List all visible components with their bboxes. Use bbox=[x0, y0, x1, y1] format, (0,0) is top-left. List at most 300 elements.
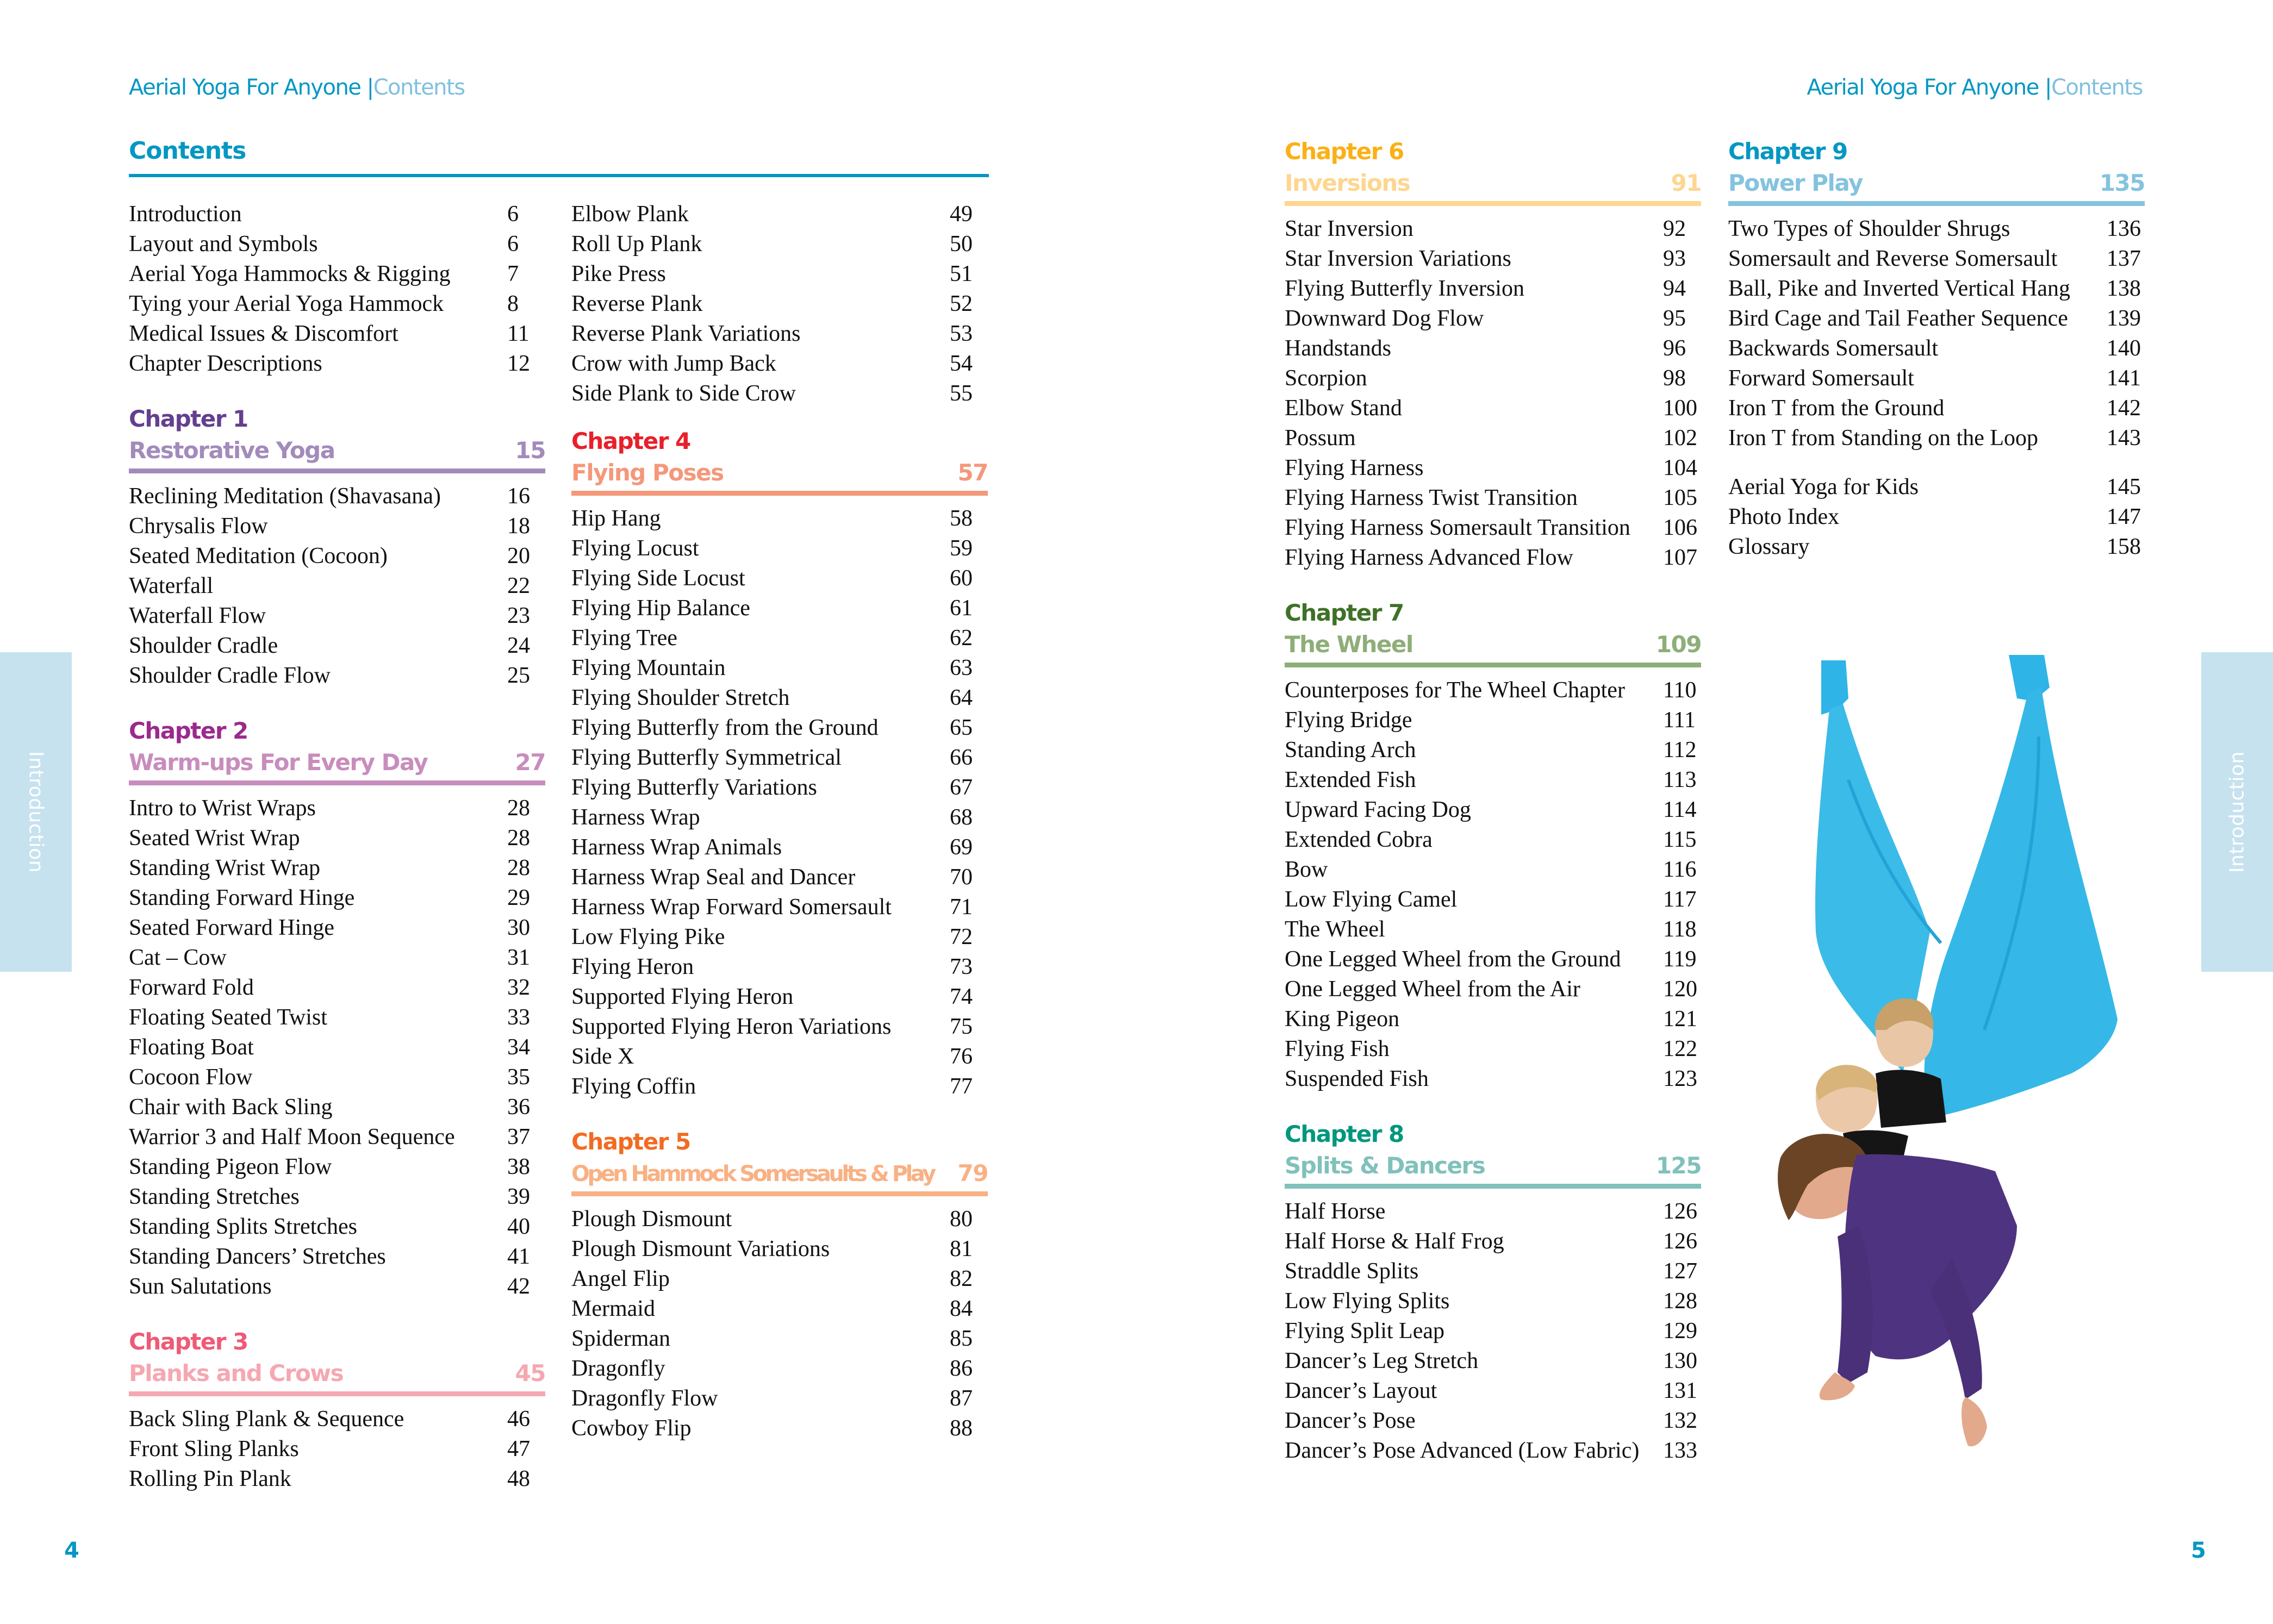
chapter-heading[interactable] bbox=[1285, 597, 1701, 667]
entry-page: 120 bbox=[1663, 977, 1697, 1002]
entry-title: Flying Harness Somersault Transition bbox=[1285, 515, 1630, 540]
entry-page: 34 bbox=[507, 1035, 530, 1060]
entry-page: 60 bbox=[950, 566, 973, 591]
entry-title: Low Flying Pike bbox=[571, 925, 725, 950]
toc-entry[interactable] bbox=[1285, 767, 1701, 797]
entry-title: Sun Salutations bbox=[129, 1274, 272, 1299]
chapter-label: Chapter 5 bbox=[571, 1128, 690, 1155]
toc-entry[interactable] bbox=[1285, 425, 1701, 455]
chapter-title-row bbox=[1728, 167, 2145, 199]
entry-title: Standing Wrist Wrap bbox=[129, 855, 321, 880]
chapter-start-page: 135 bbox=[2099, 170, 2145, 196]
entry-page: 115 bbox=[1663, 827, 1697, 852]
entry-page: 39 bbox=[507, 1184, 530, 1209]
entry-title: Ball, Pike and Inverted Vertical Hang bbox=[1728, 276, 2071, 301]
entry-title: Waterfall bbox=[129, 573, 214, 598]
chapter-rule bbox=[571, 1191, 988, 1196]
toc-entry[interactable] bbox=[1285, 1228, 1701, 1258]
toc-entry[interactable] bbox=[129, 1064, 545, 1094]
entry-page: 136 bbox=[2107, 216, 2141, 241]
entry-title: The Wheel bbox=[1285, 917, 1385, 942]
toc-entry[interactable] bbox=[1285, 737, 1701, 767]
toc-entry[interactable] bbox=[129, 1214, 545, 1244]
entry-title: Standing Dancers’ Stretches bbox=[129, 1244, 386, 1269]
toc-entry[interactable] bbox=[1285, 976, 1701, 1006]
entry-page: 106 bbox=[1663, 515, 1697, 540]
entry-title: Star Inversion bbox=[1285, 216, 1413, 241]
entry-page: 86 bbox=[950, 1356, 973, 1381]
toc-entry[interactable] bbox=[129, 483, 545, 513]
toc-entry[interactable] bbox=[571, 924, 988, 954]
toc-entry[interactable] bbox=[129, 1124, 545, 1154]
chapter-label: Chapter 3 bbox=[129, 1328, 248, 1355]
entry-title: Roll Up Plank bbox=[571, 232, 702, 257]
chapter-heading[interactable] bbox=[1728, 136, 2145, 206]
entry-title: Counterposes for The Wheel Chapter bbox=[1285, 678, 1625, 703]
toc-entry[interactable] bbox=[571, 774, 988, 804]
entry-title: Dancer’s Leg Stretch bbox=[1285, 1348, 1479, 1373]
toc-entry[interactable] bbox=[129, 543, 545, 573]
entry-title: Backwards Somersault bbox=[1728, 336, 1939, 361]
entry-title: Suspended Fish bbox=[1285, 1066, 1429, 1091]
chapter-title-row bbox=[571, 1158, 988, 1189]
toc-entry[interactable] bbox=[1728, 395, 2145, 425]
entry-title: Forward Fold bbox=[129, 975, 254, 1000]
entry-page: 74 bbox=[950, 984, 973, 1009]
toc-entry[interactable] bbox=[1285, 1348, 1701, 1378]
entry-title: Two Types of Shoulder Shrugs bbox=[1728, 216, 2010, 241]
toc-entry[interactable] bbox=[1285, 395, 1701, 425]
entry-title: Flying Locust bbox=[571, 536, 699, 561]
chapter-title-row bbox=[1285, 629, 1701, 660]
entry-page: 131 bbox=[1663, 1378, 1697, 1403]
entry-page: 28 bbox=[507, 826, 530, 851]
toc-entry[interactable] bbox=[1285, 515, 1701, 545]
chapter-4-section bbox=[571, 426, 988, 1103]
chapter-heading[interactable] bbox=[129, 403, 545, 473]
toc-entry[interactable] bbox=[129, 573, 545, 603]
entry-title: Waterfall Flow bbox=[129, 603, 266, 628]
toc-entry[interactable] bbox=[571, 954, 988, 984]
entry-title: Intro to Wrist Wraps bbox=[129, 796, 316, 821]
entry-page: 80 bbox=[950, 1207, 973, 1232]
toc-entry[interactable] bbox=[129, 1406, 545, 1436]
entry-title: Handstands bbox=[1285, 336, 1391, 361]
chapter-title-row bbox=[129, 747, 545, 778]
toc-entry[interactable] bbox=[1728, 216, 2145, 246]
entry-page: 55 bbox=[950, 381, 973, 406]
entry-page: 142 bbox=[2107, 396, 2141, 421]
toc-entry[interactable] bbox=[1285, 1198, 1701, 1228]
toc-column-4 bbox=[1728, 136, 2145, 564]
toc-entry[interactable] bbox=[571, 1014, 988, 1044]
toc-entry[interactable] bbox=[129, 885, 545, 915]
entry-title: Reverse Plank Variations bbox=[571, 321, 801, 346]
entry-title: Iron T from the Ground bbox=[1728, 396, 1945, 421]
chapter-3-section bbox=[129, 1326, 545, 1496]
toc-entry[interactable] bbox=[1728, 305, 2145, 335]
entry-page: 85 bbox=[950, 1326, 973, 1351]
chapter-heading[interactable] bbox=[129, 1326, 545, 1396]
page-number-right: 5 bbox=[2191, 1538, 2206, 1563]
toc-entry[interactable] bbox=[571, 351, 988, 380]
chapter-title-row bbox=[571, 457, 988, 489]
entry-title: Flying Fish bbox=[1285, 1036, 1390, 1061]
toc-entry[interactable] bbox=[571, 1266, 988, 1296]
chapter-title: Power Play bbox=[1728, 170, 1863, 196]
entry-title: Cowboy Flip bbox=[571, 1416, 692, 1441]
toc-entry[interactable] bbox=[129, 663, 545, 692]
toc-entry[interactable] bbox=[1728, 276, 2145, 305]
entry-page: 98 bbox=[1663, 366, 1686, 391]
entry-page: 95 bbox=[1663, 306, 1686, 331]
entry-page: 47 bbox=[507, 1436, 530, 1461]
entry-page: 67 bbox=[950, 775, 973, 800]
toc-entry[interactable] bbox=[1285, 305, 1701, 335]
toc-entry[interactable] bbox=[571, 1073, 988, 1103]
toc-entry[interactable] bbox=[571, 261, 988, 291]
entry-title: Supported Flying Heron bbox=[571, 984, 794, 1009]
toc-entry[interactable] bbox=[129, 513, 545, 543]
entry-title: Flying Tree bbox=[571, 626, 677, 651]
entry-title: Bird Cage and Tail Feather Sequence bbox=[1728, 306, 2068, 331]
entry-page: 33 bbox=[507, 1005, 530, 1030]
entry-page: 84 bbox=[950, 1296, 973, 1321]
toc-entry[interactable] bbox=[1285, 857, 1701, 886]
toc-entry[interactable] bbox=[1285, 1378, 1701, 1408]
entry-title: Flying Side Locust bbox=[571, 566, 745, 591]
toc-entry[interactable] bbox=[1285, 677, 1701, 707]
toc-entry[interactable]: Aerial Yoga for Kids 145 bbox=[1728, 474, 2141, 499]
running-header-left bbox=[129, 75, 465, 100]
chapter-6-section bbox=[1285, 136, 1701, 574]
chapter-title: Planks and Crows bbox=[129, 1360, 344, 1386]
chapter-start-page: 91 bbox=[1671, 170, 1701, 196]
toc-entry[interactable] bbox=[1285, 1318, 1701, 1348]
toc-entry[interactable] bbox=[129, 1466, 545, 1496]
chapter-title: Flying Poses bbox=[571, 459, 724, 486]
toc-entry[interactable]: Introduction 6 bbox=[129, 202, 519, 227]
entry-title: Flying Harness Twist Transition bbox=[1285, 485, 1578, 510]
entry-title: Floating Boat bbox=[129, 1035, 254, 1060]
entry-title: Dragonfly Flow bbox=[571, 1386, 718, 1411]
chapter-title: Warm-ups For Every Day bbox=[129, 749, 428, 776]
entry-title: Scorpion bbox=[1285, 366, 1367, 391]
toc-entry[interactable] bbox=[571, 1415, 988, 1445]
toc-entry[interactable] bbox=[129, 975, 545, 1004]
toc-entry[interactable] bbox=[129, 795, 545, 825]
toc-entry[interactable]: Tying your Aerial Yoga Hammock 8 bbox=[129, 291, 519, 316]
entry-title: Iron T from Standing on the Loop bbox=[1728, 426, 2039, 451]
entry-title: Flying Hip Balance bbox=[571, 596, 750, 621]
entry-page: 38 bbox=[507, 1154, 530, 1179]
entry-title: Mermaid bbox=[571, 1296, 655, 1321]
toc-entry[interactable] bbox=[1285, 1066, 1701, 1096]
entry-page: 137 bbox=[2107, 246, 2141, 271]
entry-page: 46 bbox=[507, 1407, 530, 1432]
chapter-start-page: 27 bbox=[515, 749, 545, 776]
adult-figure bbox=[1778, 1134, 2017, 1446]
toc-entry[interactable] bbox=[129, 825, 545, 855]
chapter-heading[interactable] bbox=[571, 1126, 988, 1196]
entry-title: Elbow Plank bbox=[571, 202, 689, 227]
hammock-fabric bbox=[1815, 655, 2118, 1117]
entry-page: 126 bbox=[1663, 1199, 1697, 1224]
chapter-label: Chapter 2 bbox=[129, 717, 248, 744]
entry-page: 139 bbox=[2107, 306, 2141, 331]
toc-entry[interactable] bbox=[129, 855, 545, 885]
toc-entry[interactable] bbox=[1728, 246, 2145, 276]
entry-title: Chrysalis Flow bbox=[129, 514, 268, 539]
entry-title: Standing Forward Hinge bbox=[129, 885, 355, 910]
toc-entry[interactable] bbox=[1285, 946, 1701, 976]
running-header-right bbox=[1807, 75, 2143, 100]
entry-page: 130 bbox=[1663, 1348, 1697, 1373]
chapter-label: Chapter 4 bbox=[571, 428, 690, 454]
entry-title: Shoulder Cradle bbox=[129, 633, 278, 658]
entry-page: 72 bbox=[950, 925, 973, 950]
entry-page: 93 bbox=[1663, 246, 1686, 271]
book-title: Aerial Yoga For Anyone bbox=[1807, 75, 2039, 100]
toc-entry[interactable] bbox=[1285, 276, 1701, 305]
toc-entry[interactable] bbox=[1285, 1036, 1701, 1066]
entry-title: Upward Facing Dog bbox=[1285, 797, 1471, 822]
chapter-5-section bbox=[571, 1126, 988, 1445]
toc-entry[interactable] bbox=[129, 633, 545, 663]
toc-entry[interactable] bbox=[1285, 335, 1701, 365]
entry-title: Plough Dismount bbox=[571, 1207, 732, 1232]
entry-title: Flying Bridge bbox=[1285, 708, 1412, 733]
entry-page: 24 bbox=[507, 633, 530, 658]
toc-entry[interactable] bbox=[571, 1326, 988, 1356]
toc-entry[interactable] bbox=[129, 1094, 545, 1124]
entry-title: Dancer’s Pose Advanced (Low Fabric) bbox=[1285, 1438, 1640, 1463]
toc-entry[interactable] bbox=[571, 894, 988, 924]
entry-title: Flying Butterfly Variations bbox=[571, 775, 817, 800]
chapter-heading[interactable] bbox=[571, 426, 988, 496]
toc-entry[interactable] bbox=[1285, 916, 1701, 946]
toc-entry[interactable] bbox=[571, 595, 988, 625]
entry-title: Harness Wrap Seal and Dancer bbox=[571, 865, 856, 890]
chapter-rule bbox=[1285, 1184, 1701, 1189]
entry-title: Supported Flying Heron Variations bbox=[571, 1014, 892, 1039]
toc-entry[interactable] bbox=[1285, 246, 1701, 276]
entry-page: 82 bbox=[950, 1266, 973, 1291]
toc-entry[interactable] bbox=[129, 1184, 545, 1214]
toc-entry[interactable] bbox=[129, 603, 545, 633]
chapter-rule bbox=[1285, 201, 1701, 206]
entry-page: 51 bbox=[950, 261, 973, 286]
toc-entry[interactable] bbox=[129, 1273, 545, 1303]
entry-page: 64 bbox=[950, 685, 973, 710]
chapter-8-section bbox=[1285, 1119, 1701, 1467]
back-matter-section bbox=[1728, 474, 2145, 564]
toc-entry[interactable] bbox=[129, 1244, 545, 1273]
chapter-heading[interactable] bbox=[1285, 136, 1701, 206]
toc-entry[interactable] bbox=[571, 231, 988, 261]
toc-entry[interactable] bbox=[571, 1356, 988, 1385]
toc-entry[interactable] bbox=[571, 565, 988, 595]
toc-entry[interactable] bbox=[129, 1004, 545, 1034]
entry-page: 94 bbox=[1663, 276, 1686, 301]
toc-entry[interactable] bbox=[1285, 545, 1701, 574]
toc-entry[interactable] bbox=[571, 535, 988, 565]
entry-title: One Legged Wheel from the Air bbox=[1285, 977, 1580, 1002]
entry-title: King Pigeon bbox=[1285, 1007, 1400, 1032]
toc-entry[interactable] bbox=[129, 1034, 545, 1064]
toc-entry[interactable] bbox=[571, 201, 988, 231]
entry-page: 32 bbox=[507, 975, 530, 1000]
toc-entry[interactable] bbox=[571, 1206, 988, 1236]
toc-entry[interactable] bbox=[571, 864, 988, 894]
toc-entry[interactable] bbox=[129, 1436, 545, 1466]
entry-page: 76 bbox=[950, 1044, 973, 1069]
toc-entry[interactable] bbox=[571, 505, 988, 535]
chapter-title: Inversions bbox=[1285, 170, 1410, 196]
chapter-title-row bbox=[1285, 1150, 1701, 1182]
entry-page: 87 bbox=[950, 1386, 973, 1411]
toc-entry[interactable] bbox=[129, 915, 545, 945]
toc-entry[interactable] bbox=[571, 380, 988, 410]
entry-title: Warrior 3 and Half Moon Sequence bbox=[129, 1125, 455, 1150]
contents-rule bbox=[129, 174, 989, 177]
toc-entry[interactable] bbox=[571, 984, 988, 1014]
entry-title: Shoulder Cradle Flow bbox=[129, 663, 331, 688]
toc-entry[interactable] bbox=[1285, 1438, 1701, 1467]
entry-title: Hip Hang bbox=[571, 506, 661, 531]
chapter-title-row bbox=[1285, 167, 1701, 199]
toc-entry[interactable] bbox=[571, 625, 988, 655]
chapter-start-page: 79 bbox=[957, 1160, 988, 1186]
toc-entry[interactable] bbox=[129, 1154, 545, 1184]
toc-entry[interactable]: Chapter Descriptions 12 bbox=[129, 351, 530, 376]
section-tab-right[interactable] bbox=[2201, 652, 2273, 972]
entry-title: Dancer’s Layout bbox=[1285, 1378, 1437, 1403]
entry-title: Floating Seated Twist bbox=[129, 1005, 327, 1030]
toc-entry[interactable] bbox=[1285, 797, 1701, 827]
toc-entry[interactable] bbox=[571, 655, 988, 685]
entry-title: Flying Shoulder Stretch bbox=[571, 685, 790, 710]
toc-entry[interactable] bbox=[1285, 827, 1701, 857]
toc-entry[interactable] bbox=[571, 1044, 988, 1073]
toc-entry[interactable] bbox=[571, 745, 988, 774]
entry-title: Flying Split Leap bbox=[1285, 1319, 1444, 1344]
entry-page: 63 bbox=[950, 655, 973, 680]
toc-entry[interactable] bbox=[1285, 455, 1701, 485]
toc-entry[interactable] bbox=[1285, 485, 1701, 515]
intro-section bbox=[129, 201, 545, 380]
chapter-heading[interactable] bbox=[1285, 1119, 1701, 1189]
chapter-rule bbox=[129, 1391, 545, 1396]
toc-entry[interactable] bbox=[571, 1236, 988, 1266]
toc-entry[interactable] bbox=[1285, 365, 1701, 395]
entry-title: Low Flying Camel bbox=[1285, 887, 1458, 912]
toc-column-3 bbox=[1285, 136, 1701, 1467]
entry-title: Plough Dismount Variations bbox=[571, 1236, 830, 1261]
entry-page: 114 bbox=[1663, 797, 1697, 822]
toc-entry[interactable]: Glossary 158 bbox=[1728, 534, 2141, 559]
entry-page: 30 bbox=[507, 915, 530, 940]
toc-entry[interactable] bbox=[1285, 1006, 1701, 1036]
entry-title: Cocoon Flow bbox=[129, 1065, 253, 1090]
entry-page: 113 bbox=[1663, 767, 1697, 792]
toc-entry[interactable] bbox=[571, 1296, 988, 1326]
entry-title: Flying Heron bbox=[571, 954, 694, 979]
entry-page: 123 bbox=[1663, 1066, 1697, 1091]
entry-page: 96 bbox=[1663, 336, 1686, 361]
entry-title: Elbow Stand bbox=[1285, 396, 1402, 421]
toc-entry[interactable] bbox=[1728, 335, 2145, 365]
entry-page: 141 bbox=[2107, 366, 2141, 391]
toc-entry[interactable]: Layout and Symbols 6 bbox=[129, 232, 519, 257]
entry-title: Forward Somersault bbox=[1728, 366, 1914, 391]
toc-entry[interactable] bbox=[1728, 425, 2145, 455]
entry-page: 118 bbox=[1663, 917, 1697, 942]
entry-page: 49 bbox=[950, 202, 973, 227]
chapter-label: Chapter 8 bbox=[1285, 1121, 1404, 1147]
entry-title: Dragonfly bbox=[571, 1356, 665, 1381]
entry-page: 107 bbox=[1663, 545, 1697, 570]
toc-entry[interactable] bbox=[1285, 707, 1701, 737]
entry-page: 122 bbox=[1663, 1036, 1697, 1061]
toc-entry[interactable] bbox=[129, 945, 545, 975]
toc-entry[interactable] bbox=[1285, 886, 1701, 916]
entry-title: Bow bbox=[1285, 857, 1328, 882]
entry-page: 128 bbox=[1663, 1289, 1697, 1314]
entry-page: 121 bbox=[1663, 1007, 1697, 1032]
entry-page: 53 bbox=[950, 321, 973, 346]
chapter-label: Chapter 7 bbox=[1285, 599, 1404, 626]
chapter-rule bbox=[571, 491, 988, 496]
entry-page: 75 bbox=[950, 1014, 973, 1039]
toc-entry[interactable]: Photo Index 147 bbox=[1728, 504, 2141, 529]
toc-entry[interactable] bbox=[571, 804, 988, 834]
section-tab-label: Introduction bbox=[24, 751, 47, 873]
entry-page: 22 bbox=[507, 573, 530, 598]
entry-page: 48 bbox=[507, 1466, 530, 1491]
toc-entry[interactable] bbox=[1285, 1408, 1701, 1438]
entry-page: 92 bbox=[1663, 216, 1686, 241]
entry-title: Standing Arch bbox=[1285, 738, 1416, 763]
chapter-2-section bbox=[129, 715, 545, 1303]
book-title: Aerial Yoga For Anyone bbox=[129, 75, 361, 100]
chapter-heading[interactable] bbox=[129, 715, 545, 785]
toc-entry[interactable] bbox=[1728, 365, 2145, 395]
chapter-rule bbox=[129, 469, 545, 473]
toc-entry[interactable]: Aerial Yoga Hammocks & Rigging 7 bbox=[129, 261, 519, 286]
toc-entry[interactable]: Medical Issues & Discomfort 11 bbox=[129, 321, 530, 346]
entry-page: 59 bbox=[950, 536, 973, 561]
toc-entry[interactable] bbox=[1285, 1288, 1701, 1318]
section-tab-left[interactable] bbox=[0, 652, 72, 972]
toc-entry[interactable] bbox=[571, 321, 988, 351]
chapter-label: Chapter 6 bbox=[1285, 138, 1404, 165]
section-title: Contents bbox=[2051, 75, 2143, 100]
entry-page: 42 bbox=[507, 1274, 530, 1299]
toc-entry[interactable] bbox=[571, 834, 988, 864]
entry-title: Dancer’s Pose bbox=[1285, 1408, 1416, 1433]
toc-entry[interactable] bbox=[571, 1385, 988, 1415]
toc-entry[interactable] bbox=[571, 715, 988, 745]
toc-entry[interactable] bbox=[1285, 216, 1701, 246]
toc-entry[interactable] bbox=[1285, 1258, 1701, 1288]
entry-title: Somersault and Reverse Somersault bbox=[1728, 246, 2058, 271]
toc-column-2 bbox=[571, 201, 988, 1445]
entry-page: 66 bbox=[950, 745, 973, 770]
toc-entry[interactable] bbox=[571, 685, 988, 715]
entry-page: 69 bbox=[950, 835, 973, 860]
toc-entry[interactable] bbox=[571, 291, 988, 321]
